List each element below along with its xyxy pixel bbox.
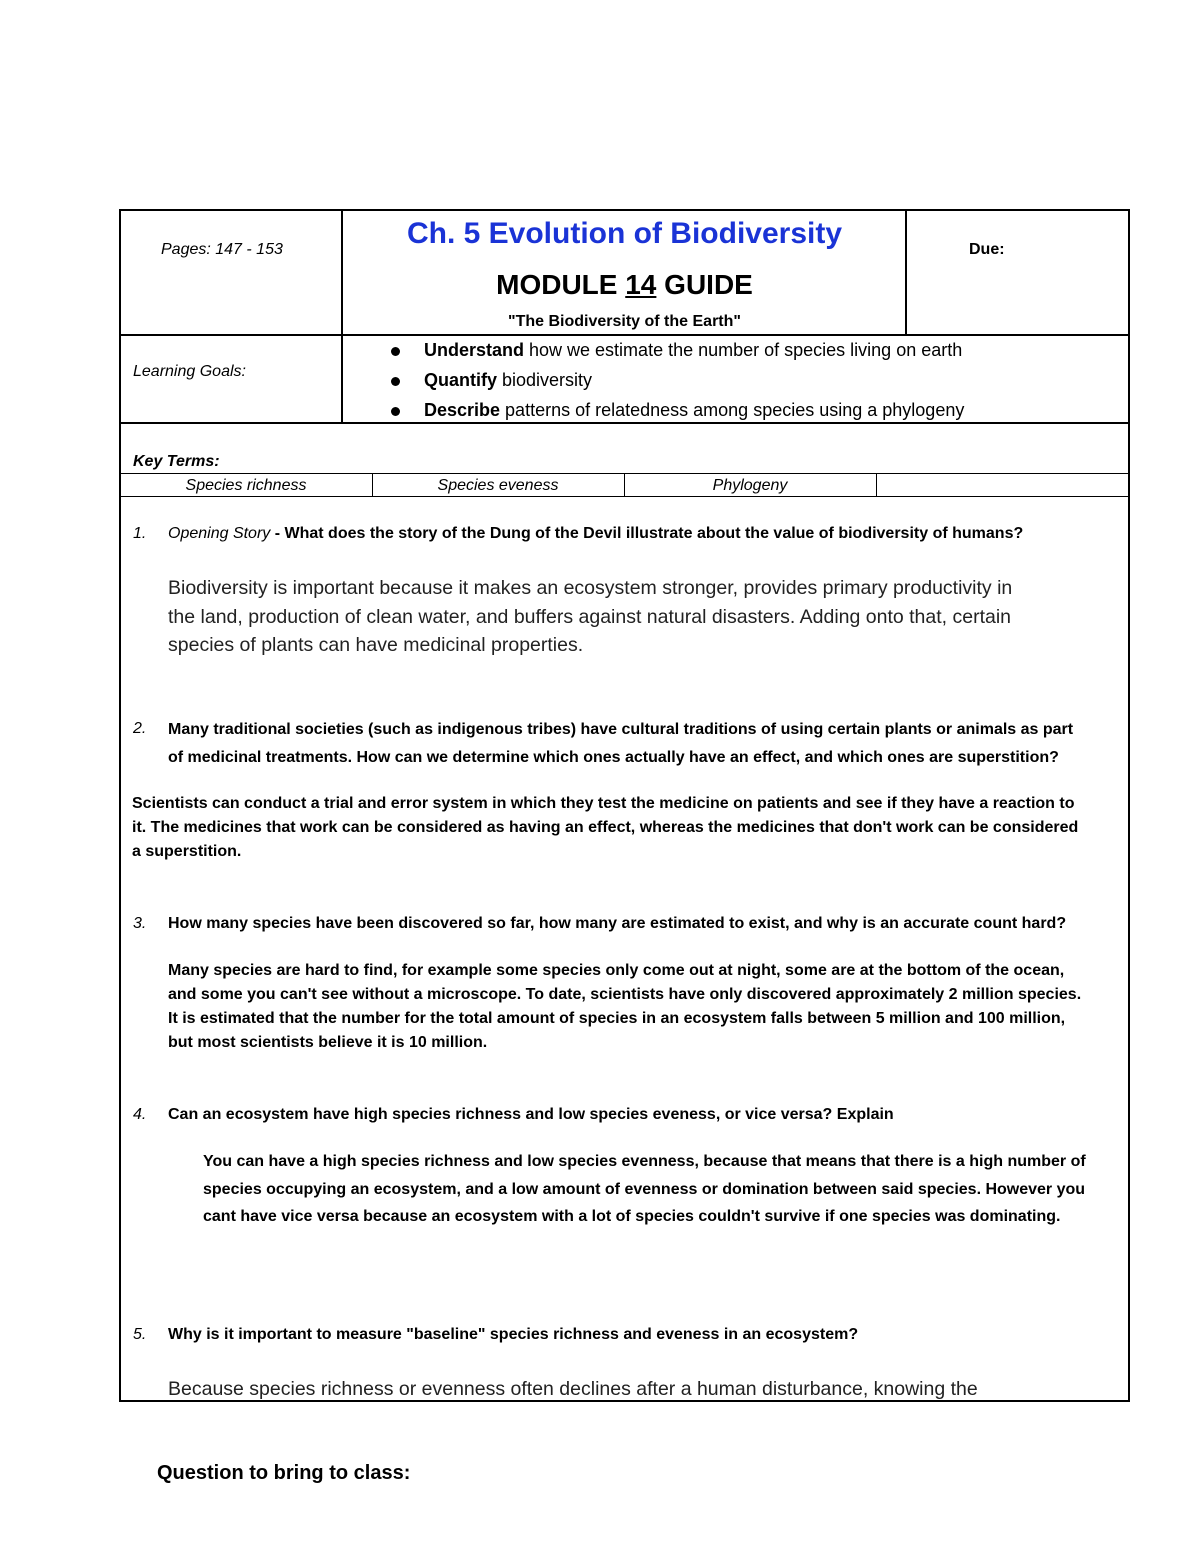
- goal-verb: Quantify: [424, 370, 498, 390]
- answer-line: Many species are hard to find, for example some species only come out at night, some are at the bottom of the ocean,: [168, 962, 1065, 979]
- question-number: 5.: [133, 1326, 147, 1343]
- goal-text: patterns of relatedness among species using a phylogeny: [500, 400, 965, 420]
- due-label: Due:: [969, 241, 1005, 258]
- answer-block: [168, 1375, 978, 1402]
- key-term-cell: Species eveness: [437, 477, 559, 494]
- pages-label: Pages: 147 - 153: [161, 241, 283, 258]
- module-subtitle: "The Biodiversity of the Earth": [508, 313, 741, 330]
- chapter-title: Ch. 5 Evolution of Biodiversity: [406, 217, 843, 250]
- answer-line: Biodiversity is important because it makes an ecosystem stronger, provides primary productivity in: [168, 577, 1013, 599]
- key-terms-label: Key Terms:: [133, 453, 220, 470]
- key-term-cell: Phylogeny: [712, 477, 788, 494]
- key-term-cell: Species richness: [185, 477, 307, 494]
- header-bottom-rule: [121, 334, 1130, 336]
- question-number: 4.: [133, 1106, 147, 1123]
- question-text: [168, 716, 1073, 771]
- question-line: of medicinal treatments. How can we determine which ones actually have an effect, and which ones are superstition?: [168, 748, 1059, 766]
- answer-line: Scientists can conduct a trial and error system in which they test the medicine on patients and see if they have a reaction to: [132, 795, 1075, 812]
- question-text: Why is it important to measure "baseline" species richness and eveness in an ecosystem?: [168, 1326, 859, 1343]
- goal-text: biodiversity: [497, 370, 593, 390]
- question-number: 3.: [133, 915, 147, 932]
- goal-verb: Understand: [424, 340, 525, 360]
- question-number: 2.: [133, 720, 147, 737]
- question-number: 1.: [133, 525, 147, 542]
- key-term-divider: [876, 473, 877, 497]
- question-line: Many traditional societies (such as indigenous tribes) have cultural traditions of using certain plants or animals as part: [168, 721, 1074, 738]
- key-terms-bottom-rule: [121, 496, 1130, 497]
- question-lead: Opening Story: [168, 525, 271, 542]
- bullet-icon: [391, 347, 400, 356]
- answer-line: species occupying an ecosystem, and a low amount of evenness or domination between said species. However you: [203, 1180, 1086, 1198]
- learning-goals-label: Learning Goals:: [133, 363, 246, 380]
- answer-line: the land, production of clean water, and buffers against natural disasters. Adding onto that, certain: [168, 605, 1012, 628]
- question-text: [168, 525, 1023, 543]
- answer-line: it. The medicines that work can be considered as having an effect, whereas the medicines that don't work can be considered: [132, 819, 1079, 836]
- module-title: [343, 269, 906, 301]
- answer-line: species of plants can have medicinal properties.: [168, 634, 584, 656]
- module-number: 14: [625, 269, 657, 300]
- answer-block: [203, 1148, 1086, 1231]
- module-guide-table: [119, 209, 1130, 1402]
- question-body: - What does the story of the Dung of the Devil illustrate about the value of biodiversity of humans?: [270, 525, 1024, 542]
- answer-block: [168, 959, 1081, 1055]
- bullet-icon: [391, 407, 400, 416]
- question-text: How many species have been discovered so far, how many are estimated to exist, and why is an accurate count hard?: [168, 915, 1067, 932]
- answer-line: a superstition.: [132, 843, 242, 860]
- question-to-bring-label: Question to bring to class:: [157, 1462, 411, 1484]
- key-terms-top-rule: [121, 473, 1130, 474]
- goal-text: how we estimate the number of species living on earth: [524, 340, 963, 360]
- answer-line: You can have a high species richness and low species evenness, because that means that there is a high number of: [203, 1153, 1086, 1170]
- goals-bottom-rule: [121, 422, 1130, 424]
- answer-block: [132, 792, 1078, 864]
- answer-line: It is estimated that the number for the total amount of species in an ecosystem falls between 5 million and 100 million,: [168, 1010, 1066, 1027]
- question-text: Can an ecosystem have high species richness and low species eveness, or vice versa? Explain: [168, 1106, 894, 1123]
- answer-line: but most scientists believe it is 10 million.: [168, 1034, 488, 1051]
- bullet-icon: [391, 377, 400, 386]
- answer-line: cant have vice versa because an ecosystem with a lot of species couldn't survive if one species was dominating.: [203, 1208, 1061, 1225]
- goal-verb: Describe: [424, 400, 501, 420]
- answer-line: Because species richness or evenness often declines after a human disturbance, knowing the: [168, 1378, 978, 1400]
- module-suffix: GUIDE: [656, 269, 753, 300]
- answer-line: and some you can't see without a microscope. To date, scientists have only discovered approximately 2 million species.: [168, 986, 1082, 1003]
- module-prefix: MODULE: [496, 269, 626, 300]
- answer-block: [168, 574, 1012, 660]
